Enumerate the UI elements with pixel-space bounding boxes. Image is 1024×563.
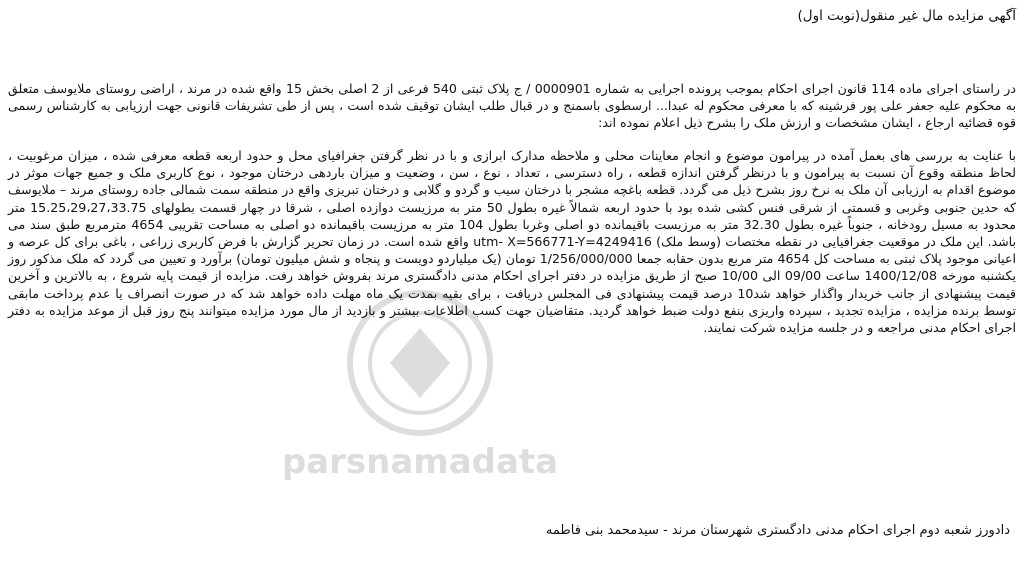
watermark-text: parsnamadata	[281, 442, 559, 482]
notice-title: آگهی مزایده مال غیر منقول(نوبت اول)	[797, 8, 1016, 24]
notice-paragraph-details: با عنایت به بررسی های بعمل آمده در پیرامون موضوع و انجام معاینات محلی و ملاحظه مدارک ابرازی و با در نظر گرفتن جغرافیای محل و حدود اربعه قطعه معرفی شده ، میزان مرغوبیت ، لحاظ منطقه وقوع آن نسبت به پیرامون و با درنظر گرفتن اندازه قطعه ، راه دسترسی ، تعداد ، نوع ، سن ، وضعیت و میزان باردهی درختان موجود ، نوع کاربری ملک و جمیع جهات موثر در موضوع اقدام به ارزیابی آن ملک به نرخ روز بشرح ذیل می گردد. قطعه باغچه مشجر با درختان سیب و گردو و گلابی و درختان تبریزی واقع در منطقه سمت شمالی جاده روستای مرند – ملایوسف که حدین جنوبی وغربی و قسمتی از شرقی فنس کشی شده بود با حدود اربعه شمالاً غیره بطول 50 متر به مرزیست دوازده اصلی ، شرقا در چهار قسمت بطولهای 15.25،29،27،33.75 متر محدود به مسیل رودخانه ، جنوباً غیره بطول 32.30 متر به مرزیست باقیمانده دو اصلی وغربا بطول 104 متر به مرزیست باقیمانده دو اصلی به مساحت تقریبی 4654 مترمربع طبق سند می باشد. این ملک در موقعیت جغرافیایی در نقطه مختصات (وسط ملک) utm- X=566771-Y=4249416 واقع شده است. در زمان تحریر گزارش با فرض کاربری زراعی ، باغی برای کل عرصه و اعیانی موجود پلاک ثبتی به مساحت کل 4654 متر مربع بدون حقابه جمعا 1/256/000/000 تومان (یک میلیاردو دویست و پنجاه و شش میلیون تومان) برآورد و تعیین می گردد که ملک مذکور روز یکشنبه مورخه 1400/12/08 ساعت 09/00 الی 10/00 صبح از طریق مزایده در دفتر اجرای احکام مدنی دادگستری مرند بفروش خواهد رفت. مزایده از قیمت پایه شروع ، به بالاترین و آخرین قیمت پیشنهادی از جانب خریدار واگذار خواهد شد10 درصد قیمت پیشنهادی فی المجلس دریافت ، برای بقیه بمدت یک ماه مهلت داده خواهد شد که در صورت انصراف یا عدم پرداخت مابقی توسط برنده مزایده ، مزایده تجدید ، سپرده واریزی بنفع دولت ضبط خواهد گردید. متقاضیان جهت کسب اطلاعات بیشتر و بازدید از مال مورد مزایده میتوانند پنج روز قبل از موعد مزایده به دفتر اجرای احکام مدنی مراجعه و در جلسه مزایده شرکت نمایند.	[8, 148, 1017, 336]
signature-line: دادورز شعبه دوم اجرای احکام مدنی دادگستری شهرستان مرند - سیدمحمد بنی فاطمه	[545, 523, 1010, 538]
notice-paragraph-intro: در راستای اجرای ماده 114 قانون اجرای احکام بموجب پرونده اجرایی به شماره 0000901 / ج پلاک ثبتی 540 فرعی از 2 اصلی بخش 15 واقع شده در مرند ، اراضی روستای ملایوسف متعلق به محکوم علیه جعفر علی پور فرشینه که با معرفی محکوم له عبدا... ارسطوی باسمنج و در قبال طلب ایشان توقیف شده است ، پس از طی تشریفات قانونی جهت ارزیابی به کارشناس رسمی قوه قضائیه ارجاع ، ایشان مشخصات و ارزش ملک را بشرح ذیل اعلام نموده اند:	[8, 81, 1016, 131]
